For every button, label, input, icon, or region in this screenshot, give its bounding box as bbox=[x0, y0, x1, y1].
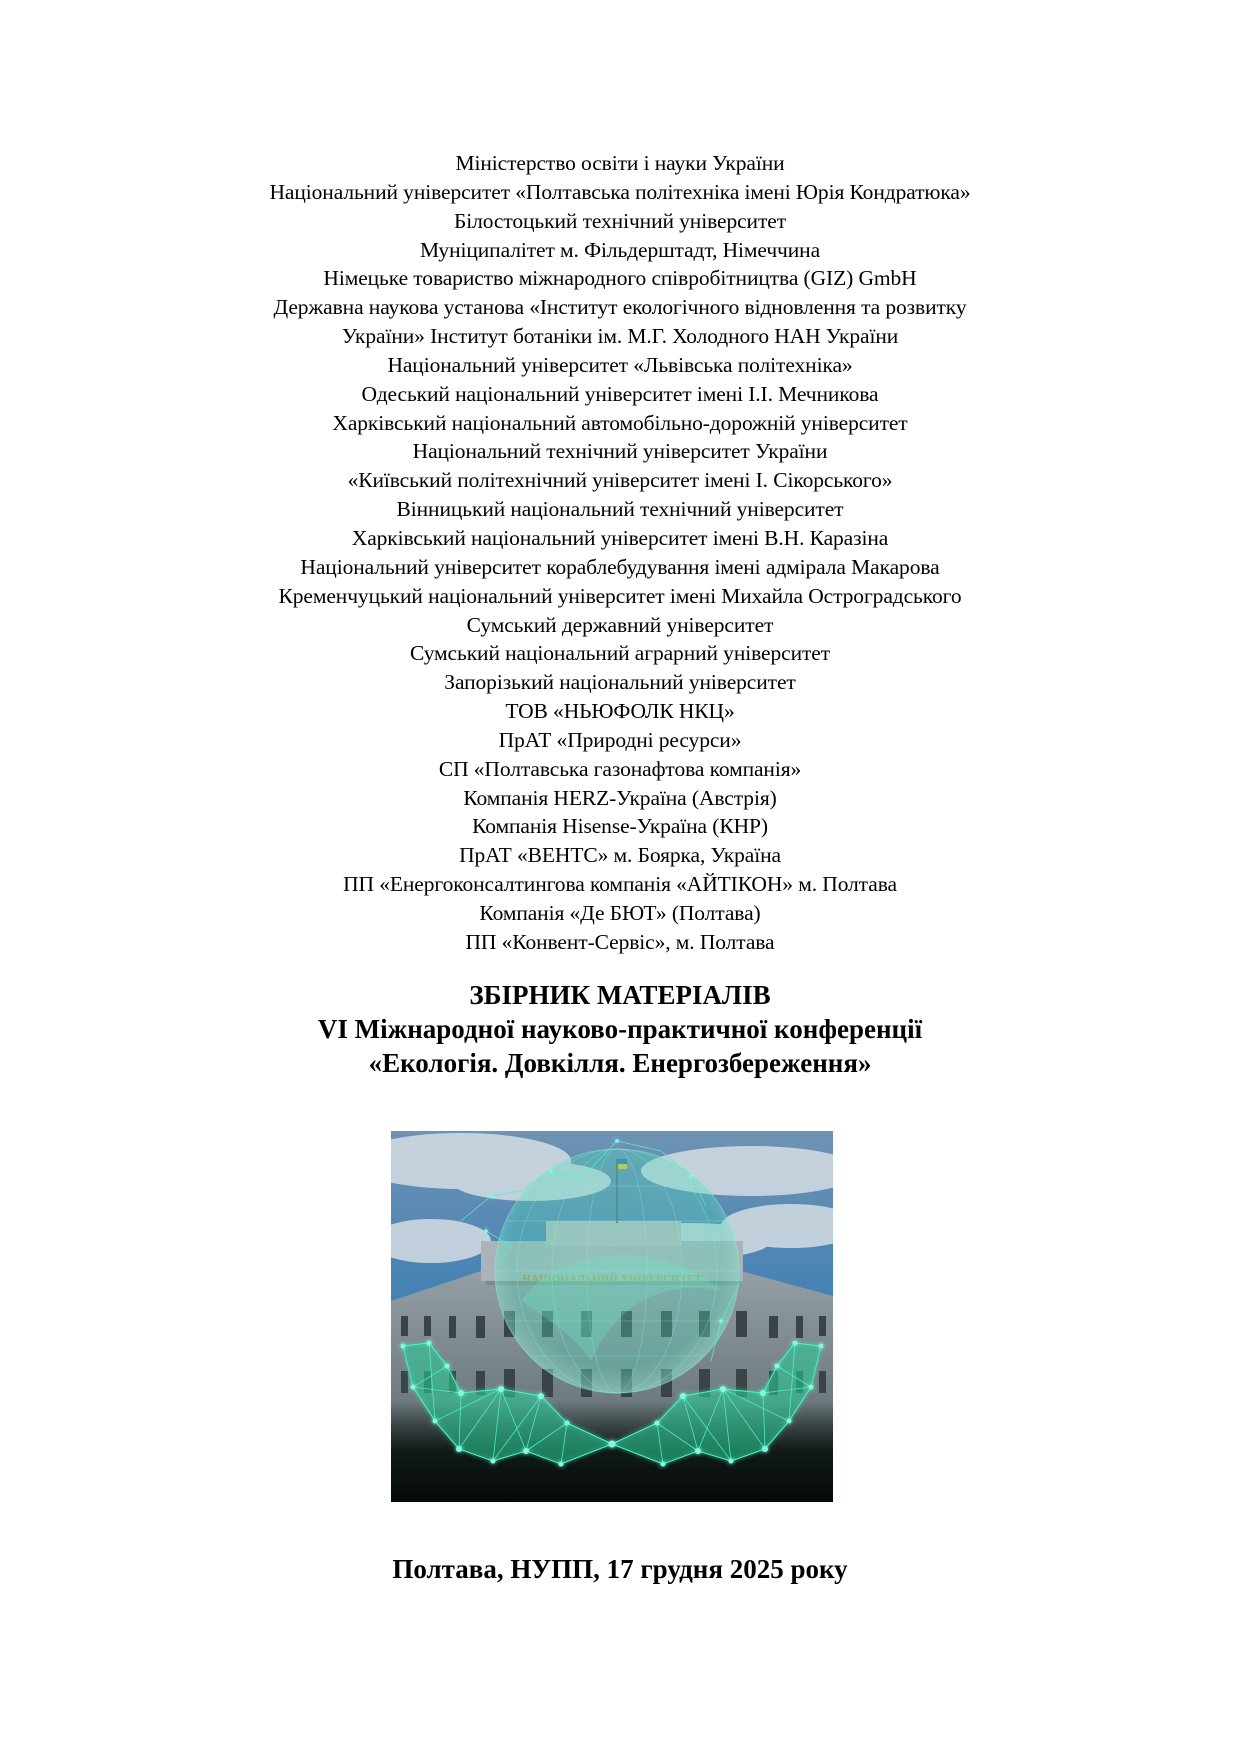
organization-line: ТОВ «НЬЮФОЛК НКЦ» bbox=[505, 699, 735, 724]
title-line-collection: ЗБІРНИК МАТЕРІАЛІВ bbox=[469, 980, 771, 1010]
organization-line: Державна наукова установа «Інститут екологічного відновлення та розвитку bbox=[273, 295, 967, 320]
organization-line: Муніципалітет м. Фільдерштадт, Німеччина bbox=[419, 237, 821, 262]
organization-line: Білостоцький технічний університет bbox=[453, 208, 786, 233]
organization-line: Національний університет кораблебудування імені адмірала Макарова bbox=[300, 554, 940, 579]
organization-line: ПрАТ «Природні ресурси» bbox=[498, 727, 742, 752]
organization-line: Харківський національний автомобільно-дорожній університет bbox=[332, 410, 908, 435]
title-line-conference: VI Міжнародної науково-практичної конференції bbox=[317, 1014, 923, 1044]
organization-line: Компанія «Де БЮТ» (Полтава) bbox=[479, 900, 761, 925]
organization-line: Компанія HERZ-Україна (Австрія) bbox=[463, 785, 777, 810]
organization-line: Кременчуцький національний університет імені Михайла Остроградського bbox=[278, 583, 962, 608]
organization-line: Національний університет «Львівська політехніка» bbox=[387, 352, 853, 377]
organization-line: Міністерство освіти і науки України bbox=[455, 151, 785, 175]
organization-line: ПП «Конвент-Сервіс», м. Полтава bbox=[465, 929, 775, 954]
publication-place-date: Полтава, НУПП, 17 грудня 2025 року bbox=[392, 1554, 848, 1584]
network-globe-illustration bbox=[391, 1131, 833, 1502]
organization-line: Одеський національний університет імені І.І. Мечникова bbox=[361, 381, 879, 406]
cover-image bbox=[391, 1131, 833, 1502]
organization-line: ПП «Енергоконсалтингова компанія «АЙТІКОН» м. Полтава bbox=[343, 872, 897, 897]
organization-line: Вінницький національний технічний університет bbox=[396, 497, 844, 522]
organization-line: Харківський національний університет імені В.Н. Каразіна bbox=[351, 525, 889, 550]
organization-line: СП «Полтавська газонафтова компанія» bbox=[438, 756, 802, 781]
organization-line: ПрАТ «ВЕНТС» м. Боярка, Україна bbox=[459, 843, 781, 868]
organization-line: Національний технічний університет України bbox=[412, 439, 828, 464]
organization-line: України» Інститут ботаніки ім. М.Г. Холодного НАН України bbox=[341, 324, 899, 349]
organization-line: Німецьке товариство міжнародного співробітництва (GIZ) GmbH bbox=[323, 266, 917, 291]
title-line-theme: «Екологія. Довкілля. Енергозбереження» bbox=[368, 1048, 872, 1078]
organizations-list bbox=[0, 149, 1240, 957]
organization-line: «Київський політехнічний університет імені І. Сікорського» bbox=[347, 468, 893, 493]
organization-line: Сумський національний аграрний університет bbox=[409, 641, 831, 666]
organization-line: Національний університет «Полтавська політехніка імені Юрія Кондратюка» bbox=[269, 179, 971, 204]
organization-line: Компанія Hisense-Україна (КНР) bbox=[472, 814, 768, 839]
organization-line: Запорізький національний університет bbox=[444, 670, 796, 695]
collection-title bbox=[0, 978, 1240, 1080]
organization-line: Сумський державний університет bbox=[466, 612, 774, 637]
